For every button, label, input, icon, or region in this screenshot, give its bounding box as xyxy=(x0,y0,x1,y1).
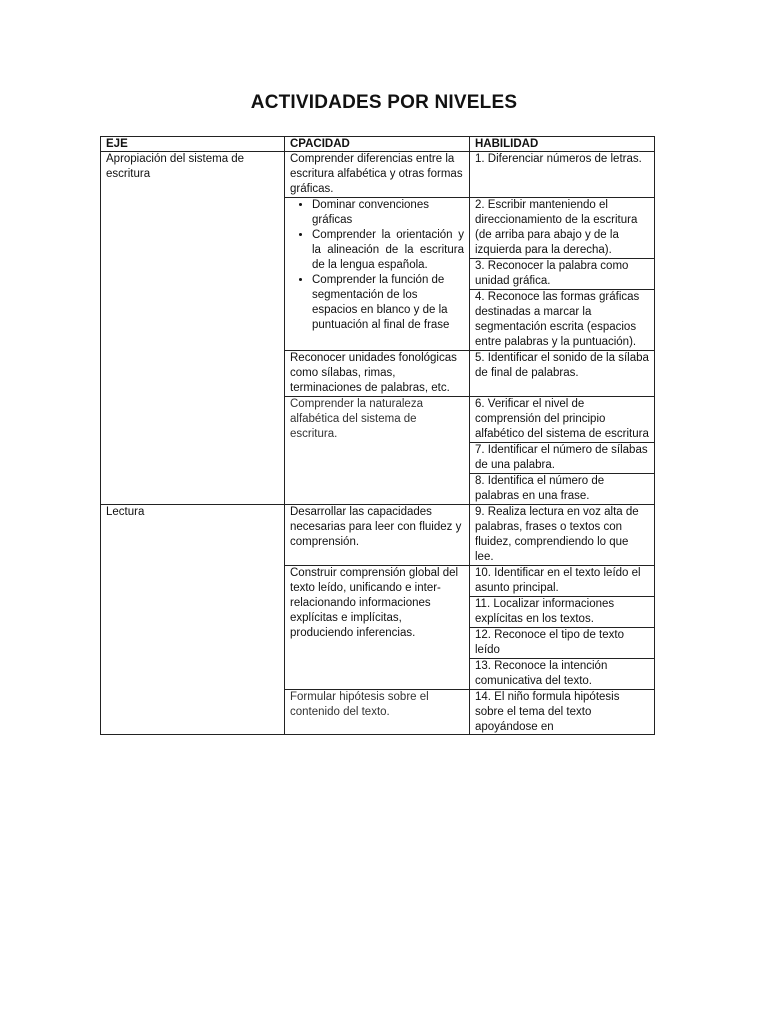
eje-cell-apropiacion: Apropiación del sistema de escritura xyxy=(101,152,285,505)
habilidad-cell: 1. Diferenciar números de letras. xyxy=(470,152,655,198)
habilidad-cell: 5. Identificar el sonido de la sílaba de final de palabras. xyxy=(470,351,655,397)
capacidad-cell: Formular hipótesis sobre el contenido del texto. xyxy=(285,690,470,735)
capacidad-cell: Comprender diferencias entre la escritura alfabética y otras formas gráficas. xyxy=(285,152,470,198)
habilidad-cell: 3. Reconocer la palabra como unidad gráfica. xyxy=(470,259,655,290)
table-row xyxy=(101,505,655,566)
list-item: • Dominar convenciones gráficas xyxy=(312,198,464,228)
capacidad-cell: Desarrollar las capacidades necesarias para leer con fluidez y comprensión. xyxy=(285,505,470,566)
habilidad-cell xyxy=(470,690,655,735)
habilidad-cell: 12. Reconoce el tipo de texto leído xyxy=(470,628,655,659)
table-row xyxy=(101,152,655,198)
table-header-row xyxy=(101,137,655,152)
activities-table xyxy=(100,136,655,735)
habilidad-cell: 9. Realiza lectura en voz alta de palabras, frases o textos con fluidez, comprendiendo lo que lee. xyxy=(470,505,655,566)
habilidad-cell: 10. Identificar en el texto leído el asunto principal. xyxy=(470,566,655,597)
habilidad-cell: 7. Identificar el número de sílabas de una palabra. xyxy=(470,443,655,474)
eje-cell-lectura: Lectura xyxy=(101,505,285,735)
header-capacidad: CPACIDAD xyxy=(285,137,470,152)
capacidad-cell: Reconocer unidades fonológicas como sílabas, rimas, terminaciones de palabras, etc. xyxy=(285,351,470,397)
page-title: ACTIVIDADES POR NIVELES xyxy=(250,92,518,113)
capacidad-bullet-list xyxy=(290,198,464,333)
habilidad-cell: 4. Reconoce las formas gráficas destinadas a marcar la segmentación escrita (espacios entre palabras y la puntuación). xyxy=(470,290,655,351)
capacidad-cell: Comprender la naturaleza alfabética del sistema de escritura. xyxy=(285,397,470,505)
header-habilidad: HABILIDAD xyxy=(470,137,655,152)
habilidad-cell: 8. Identifica el número de palabras en una frase. xyxy=(470,474,655,505)
header-eje: EJE xyxy=(101,137,285,152)
habilidad-text: 14. El niño formula hipótesis sobre el tema del texto apoyándose en xyxy=(475,691,620,733)
capacidad-cell-bullets xyxy=(285,198,470,351)
habilidad-cell: 13. Reconoce la intención comunicativa del texto. xyxy=(470,659,655,690)
capacidad-cell: Construir comprensión global del texto leído, unificando e inter-relacionando informaciones explícitas e implícitas, produciendo inferencias. xyxy=(285,566,470,690)
habilidad-cell: 6. Verificar el nivel de comprensión del principio alfabético del sistema de escritura xyxy=(470,397,655,443)
habilidad-cell: 11. Localizar informaciones explícitas en los textos. xyxy=(470,597,655,628)
habilidad-cell: 2. Escribir manteniendo el direccionamiento de la escritura (de arriba para abajo y de la izquierda para la derecha). xyxy=(470,198,655,259)
list-item: • Comprender la orientación y la alineación de la escritura de la lengua española. xyxy=(312,228,464,273)
list-item: • Comprender la función de segmentación de los espacios en blanco y de la puntuación al final de frase xyxy=(312,273,464,333)
